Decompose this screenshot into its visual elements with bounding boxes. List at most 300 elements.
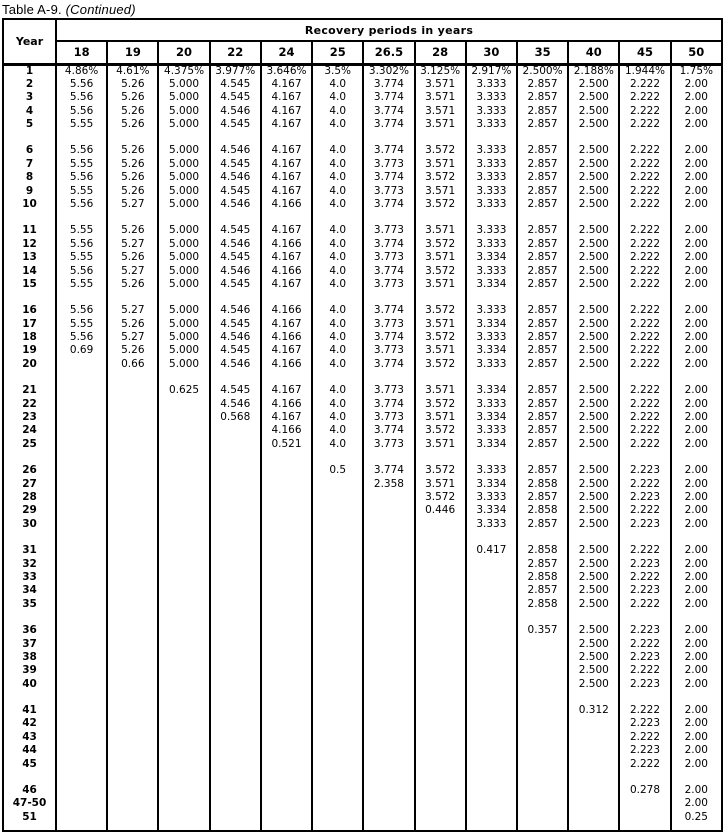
rate-cell	[466, 584, 517, 597]
rate-cell	[671, 211, 722, 224]
rate-cell	[107, 291, 158, 304]
rate-cell	[312, 730, 363, 743]
rate-cell	[619, 691, 670, 704]
rate-cell	[107, 730, 158, 743]
rate-cell	[312, 544, 363, 557]
rate-cell: 4.61%	[107, 64, 158, 77]
rate-cell: 5.000	[158, 171, 209, 184]
rate-cell: 5.56	[56, 331, 107, 344]
rate-cell	[107, 371, 158, 384]
rate-cell	[107, 797, 158, 810]
rate-cell: 2.00	[671, 730, 722, 743]
spacer-row	[3, 691, 722, 704]
rate-cell: 5.000	[158, 277, 209, 290]
rate-cell: 2.00	[671, 317, 722, 330]
year-cell: 20	[3, 357, 56, 370]
rate-cell	[107, 650, 158, 663]
rate-cell	[517, 730, 568, 743]
rate-cell	[415, 677, 466, 690]
rate-cell: 3.773	[363, 277, 414, 290]
rate-cell	[56, 771, 107, 784]
rate-cell	[619, 531, 670, 544]
rate-cell: 4.167	[261, 317, 312, 330]
year-cell	[3, 451, 56, 464]
rate-cell	[56, 464, 107, 477]
rate-cell: 4.167	[261, 104, 312, 117]
rate-cell	[261, 557, 312, 570]
rate-cell: 5.55	[56, 317, 107, 330]
rate-cell	[312, 491, 363, 504]
rate-cell	[261, 584, 312, 597]
rate-cell	[466, 664, 517, 677]
rate-cell: 5.26	[107, 171, 158, 184]
table-row	[3, 717, 722, 730]
rate-cell: 4.0	[312, 237, 363, 250]
rate-cell: 5.26	[107, 77, 158, 90]
year-cell: 5	[3, 118, 56, 131]
rate-cell: 3.774	[363, 397, 414, 410]
recovery-period-header: 45	[619, 41, 670, 64]
rate-cell	[415, 371, 466, 384]
rate-cell	[210, 824, 261, 831]
rate-cell: 2.223	[619, 624, 670, 637]
rate-cell: 3.334	[466, 384, 517, 397]
year-cell: 13	[3, 251, 56, 264]
rate-cell: 5.000	[158, 91, 209, 104]
rate-cell	[261, 637, 312, 650]
table-row	[3, 237, 722, 250]
rate-cell: 2.223	[619, 717, 670, 730]
rate-cell: 3.333	[466, 224, 517, 237]
rate-cell: 2.00	[671, 331, 722, 344]
table-row	[3, 344, 722, 357]
rate-cell	[312, 597, 363, 610]
rate-cell	[158, 477, 209, 490]
table-row	[3, 677, 722, 690]
rate-cell	[261, 597, 312, 610]
rate-cell	[568, 451, 619, 464]
rate-cell	[56, 704, 107, 717]
rate-cell: 3.302%	[363, 64, 414, 77]
rate-cell	[56, 371, 107, 384]
rate-cell	[56, 810, 107, 823]
rate-cell	[56, 637, 107, 650]
rate-cell: 2.222	[619, 730, 670, 743]
rate-cell	[466, 730, 517, 743]
year-column-header: Year	[3, 19, 56, 64]
rate-cell	[363, 211, 414, 224]
rate-cell	[107, 571, 158, 584]
rate-cell: 2.500	[568, 144, 619, 157]
recovery-period-header: 30	[466, 41, 517, 64]
rate-cell	[56, 357, 107, 370]
rate-cell	[56, 477, 107, 490]
rate-cell: 5.000	[158, 198, 209, 211]
rate-cell: 5.26	[107, 344, 158, 357]
rate-cell	[56, 384, 107, 397]
rate-cell: 3.571	[415, 91, 466, 104]
rate-cell	[210, 584, 261, 597]
rate-cell: 3.333	[466, 331, 517, 344]
rate-cell: 3.773	[363, 224, 414, 237]
rate-cell: 2.223	[619, 557, 670, 570]
rate-cell: 2.00	[671, 77, 722, 90]
rate-cell	[210, 717, 261, 730]
rate-cell: 2.857	[517, 437, 568, 450]
rate-cell	[671, 291, 722, 304]
rate-cell	[415, 757, 466, 770]
rate-cell: 2.857	[517, 184, 568, 197]
rate-cell: 2.222	[619, 544, 670, 557]
year-cell: 46	[3, 784, 56, 797]
rate-cell: 4.0	[312, 317, 363, 330]
table-row	[3, 650, 722, 663]
rate-cell: 3.773	[363, 251, 414, 264]
rate-cell: 2.00	[671, 491, 722, 504]
rate-cell	[158, 771, 209, 784]
table-row	[3, 198, 722, 211]
rate-cell: 2.500	[568, 477, 619, 490]
rate-cell	[158, 624, 209, 637]
year-cell: 12	[3, 237, 56, 250]
year-cell	[3, 771, 56, 784]
rate-cell: 3.571	[415, 317, 466, 330]
spacer-row	[3, 211, 722, 224]
rate-cell: 3.774	[363, 198, 414, 211]
rate-cell: 2.222	[619, 118, 670, 131]
rate-cell: 2.500	[568, 237, 619, 250]
rate-cell	[261, 531, 312, 544]
year-cell: 8	[3, 171, 56, 184]
rate-cell	[415, 131, 466, 144]
rate-cell	[261, 131, 312, 144]
rate-cell: 5.000	[158, 237, 209, 250]
rate-cell	[210, 517, 261, 530]
recovery-period-header: 28	[415, 41, 466, 64]
rate-cell	[261, 544, 312, 557]
rate-cell: 2.222	[619, 224, 670, 237]
rate-cell	[517, 771, 568, 784]
rate-cell	[210, 211, 261, 224]
rate-cell	[363, 730, 414, 743]
rate-cell: 2.00	[671, 477, 722, 490]
rate-cell: 4.0	[312, 77, 363, 90]
rate-cell: 5.000	[158, 118, 209, 131]
rate-cell: 2.222	[619, 91, 670, 104]
rate-cell: 2.00	[671, 357, 722, 370]
rate-cell	[210, 797, 261, 810]
year-cell: 43	[3, 730, 56, 743]
rate-cell: 5.26	[107, 317, 158, 330]
rate-cell	[363, 291, 414, 304]
rate-cell	[568, 824, 619, 831]
rate-cell: 4.166	[261, 331, 312, 344]
rate-cell	[107, 744, 158, 757]
rate-cell: 2.00	[671, 411, 722, 424]
rate-cell	[158, 797, 209, 810]
rate-cell: 2.222	[619, 304, 670, 317]
rate-cell: 2.500	[568, 157, 619, 170]
year-cell: 4	[3, 104, 56, 117]
recovery-period-header: 35	[517, 41, 568, 64]
rate-cell	[363, 531, 414, 544]
rate-cell: 2.857	[517, 557, 568, 570]
rate-cell: 5.000	[158, 157, 209, 170]
rate-cell: 4.0	[312, 357, 363, 370]
year-cell: 41	[3, 704, 56, 717]
rate-cell	[568, 757, 619, 770]
rate-cell	[56, 677, 107, 690]
rate-cell: 2.00	[671, 571, 722, 584]
rate-cell: 2.857	[517, 304, 568, 317]
rate-cell	[415, 211, 466, 224]
rate-cell: 2.857	[517, 77, 568, 90]
rate-cell: 4.0	[312, 157, 363, 170]
rate-cell	[261, 757, 312, 770]
rate-cell: 0.66	[107, 357, 158, 370]
rate-cell: 3.125%	[415, 64, 466, 77]
rate-cell: 3.333	[466, 171, 517, 184]
rate-cell	[312, 810, 363, 823]
rate-cell: 4.167	[261, 157, 312, 170]
rate-cell	[261, 491, 312, 504]
recovery-period-header: 24	[261, 41, 312, 64]
rate-cell: 2.857	[517, 491, 568, 504]
rate-cell	[158, 411, 209, 424]
rate-cell	[568, 797, 619, 810]
rate-cell: 5.56	[56, 144, 107, 157]
rate-cell	[619, 371, 670, 384]
rate-cell: 2.500	[568, 118, 619, 131]
rate-cell	[466, 744, 517, 757]
rate-cell	[158, 504, 209, 517]
rate-cell: 3.571	[415, 437, 466, 450]
rate-cell	[568, 810, 619, 823]
rate-cell: 5.56	[56, 171, 107, 184]
table-row	[3, 810, 722, 823]
year-cell: 3	[3, 91, 56, 104]
table-row	[3, 704, 722, 717]
rate-cell: 3.571	[415, 104, 466, 117]
rate-cell: 2.500	[568, 544, 619, 557]
rate-cell	[56, 557, 107, 570]
rate-cell	[261, 517, 312, 530]
rate-cell: 4.0	[312, 304, 363, 317]
rate-cell: 2.222	[619, 198, 670, 211]
rate-cell: 4.0	[312, 198, 363, 211]
rate-cell	[466, 291, 517, 304]
rate-cell	[312, 771, 363, 784]
rate-cell	[568, 784, 619, 797]
rate-cell	[415, 637, 466, 650]
rate-cell: 1.75%	[671, 64, 722, 77]
rate-cell: 2.222	[619, 237, 670, 250]
rate-cell: 5.000	[158, 331, 209, 344]
rate-cell	[619, 451, 670, 464]
rate-cell	[466, 810, 517, 823]
rate-cell: 4.375%	[158, 64, 209, 77]
rate-cell: 2.500	[568, 517, 619, 530]
year-cell: 19	[3, 344, 56, 357]
rate-cell	[466, 717, 517, 730]
rate-cell: 2.222	[619, 317, 670, 330]
rate-cell: 4.0	[312, 104, 363, 117]
rate-cell: 2.857	[517, 517, 568, 530]
rate-cell: 5.000	[158, 264, 209, 277]
rate-cell: 4.0	[312, 144, 363, 157]
rate-cell: 4.167	[261, 251, 312, 264]
rate-cell	[312, 784, 363, 797]
rate-cell	[671, 824, 722, 831]
rate-cell	[210, 730, 261, 743]
rate-cell: 2.223	[619, 517, 670, 530]
rate-cell: 2.500	[568, 277, 619, 290]
rate-cell	[107, 491, 158, 504]
rate-cell	[158, 744, 209, 757]
year-cell: 18	[3, 331, 56, 344]
rate-cell: 2.222	[619, 277, 670, 290]
rate-cell	[158, 810, 209, 823]
rate-cell: 4.546	[210, 331, 261, 344]
rate-cell	[261, 771, 312, 784]
rate-cell: 4.0	[312, 118, 363, 131]
rate-cell	[56, 597, 107, 610]
rate-cell: 2.857	[517, 317, 568, 330]
year-cell: 21	[3, 384, 56, 397]
rate-cell	[210, 464, 261, 477]
rate-cell: 2.00	[671, 637, 722, 650]
rate-cell: 3.571	[415, 251, 466, 264]
table-row	[3, 730, 722, 743]
rate-cell: 4.0	[312, 171, 363, 184]
rate-cell: 2.00	[671, 464, 722, 477]
rate-cell	[363, 451, 414, 464]
rate-cell: 2.00	[671, 744, 722, 757]
rate-cell: 5.000	[158, 317, 209, 330]
rate-cell: 4.0	[312, 424, 363, 437]
rate-cell: 3.333	[466, 77, 517, 90]
rate-cell	[107, 677, 158, 690]
rate-cell: 3.334	[466, 411, 517, 424]
table-row	[3, 437, 722, 450]
rate-cell: 3.333	[466, 424, 517, 437]
rate-cell: 3.572	[415, 144, 466, 157]
rate-cell: 5.26	[107, 277, 158, 290]
rate-cell	[261, 784, 312, 797]
rate-cell: 2.500	[568, 397, 619, 410]
rate-cell: 3.571	[415, 477, 466, 490]
rate-cell: 3.334	[466, 437, 517, 450]
rate-cell: 2.00	[671, 384, 722, 397]
spacer-row	[3, 451, 722, 464]
year-cell: 6	[3, 144, 56, 157]
year-cell: 24	[3, 424, 56, 437]
recovery-period-header: 18	[56, 41, 107, 64]
rate-cell	[210, 504, 261, 517]
rate-cell	[210, 544, 261, 557]
rate-cell	[158, 611, 209, 624]
rate-cell	[56, 291, 107, 304]
rate-cell: 4.166	[261, 424, 312, 437]
rate-cell	[261, 451, 312, 464]
rate-cell	[158, 211, 209, 224]
rate-cell: 2.500	[568, 91, 619, 104]
rate-cell: 2.500	[568, 224, 619, 237]
rate-cell	[56, 730, 107, 743]
year-cell: 51	[3, 810, 56, 823]
rate-cell	[517, 810, 568, 823]
rate-cell	[312, 291, 363, 304]
rate-cell	[415, 544, 466, 557]
rate-cell	[261, 730, 312, 743]
rate-cell	[158, 691, 209, 704]
rate-cell: 5.55	[56, 224, 107, 237]
rate-cell	[312, 744, 363, 757]
rate-cell	[671, 131, 722, 144]
table-row	[3, 317, 722, 330]
rate-cell: 2.857	[517, 331, 568, 344]
rate-cell	[210, 424, 261, 437]
year-cell: 29	[3, 504, 56, 517]
rate-cell	[619, 291, 670, 304]
rate-cell: 4.545	[210, 317, 261, 330]
rate-cell: 2.222	[619, 331, 670, 344]
rate-cell: 0.446	[415, 504, 466, 517]
rate-cell	[312, 704, 363, 717]
rate-cell	[415, 691, 466, 704]
rate-cell	[415, 531, 466, 544]
rate-cell: 3.333	[466, 118, 517, 131]
rate-cell: 3.572	[415, 357, 466, 370]
rate-cell	[56, 571, 107, 584]
rate-cell: 2.358	[363, 477, 414, 490]
rate-cell	[466, 650, 517, 663]
rate-cell: 2.857	[517, 91, 568, 104]
rate-cell	[210, 624, 261, 637]
rate-cell	[568, 691, 619, 704]
rate-cell	[158, 664, 209, 677]
rate-cell	[107, 704, 158, 717]
table-row	[3, 184, 722, 197]
rate-cell	[466, 784, 517, 797]
rate-cell	[312, 571, 363, 584]
rate-cell	[312, 531, 363, 544]
rate-cell	[517, 650, 568, 663]
rate-cell	[107, 637, 158, 650]
rate-cell: 2.223	[619, 650, 670, 663]
rate-cell	[107, 211, 158, 224]
rate-cell: 4.167	[261, 384, 312, 397]
rate-cell	[619, 797, 670, 810]
rate-cell	[517, 664, 568, 677]
rate-cell: 2.223	[619, 744, 670, 757]
rate-cell: 5.55	[56, 184, 107, 197]
rate-cell	[671, 771, 722, 784]
rate-cell: 3.572	[415, 331, 466, 344]
table-row	[3, 64, 722, 77]
rate-cell: 4.545	[210, 277, 261, 290]
rate-cell	[312, 451, 363, 464]
rate-cell: 2.188%	[568, 64, 619, 77]
rate-cell	[363, 771, 414, 784]
rate-cell	[107, 517, 158, 530]
rate-cell: 4.546	[210, 237, 261, 250]
rate-cell: 3.334	[466, 344, 517, 357]
rate-cell: 3.773	[363, 184, 414, 197]
table-row	[3, 77, 722, 90]
year-cell: 1	[3, 64, 56, 77]
rate-cell	[210, 451, 261, 464]
